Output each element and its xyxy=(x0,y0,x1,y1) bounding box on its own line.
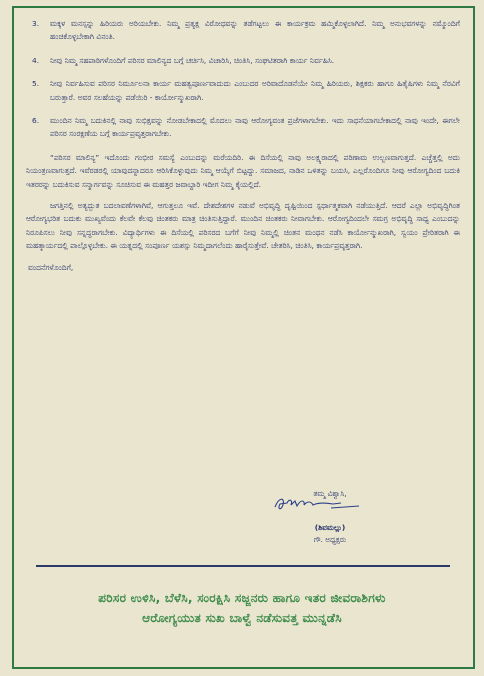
letter-body xyxy=(26,17,466,274)
item-text: ಮಕ್ಕಳ ಮನಸ್ಸನ್ನು ಹಿರಿಯರು ಅರಿಯಬೇಕು. ನಿಮ್ಮ ಪ್ರತ್ಯಕ್ಷ ವಿರೋಧವನ್ನು ತಡೆಗಟ್ಟಲು ಈ ಕಾರ್ಯಕ್ರಮ ಹಮ್ಮಿಕೊಳ್ಳಲಾಗಿದೆ. ನಿಮ್ಮ ಅನುಭವಗಳನ್ನು ನಮ್ಮೊಂದಿಗೆ ಹಂಚಿಕೊಳ್ಳಬೇಕಾಗಿ ವಿನಂತಿ. xyxy=(50,19,460,42)
item-number: 3. xyxy=(32,19,40,28)
body-paragraph: “ಪರಿಸರ ಮಾಲಿನ್ಯ” ಇದೊಂದು ಗಂಭೀರ ಸಮಸ್ಯೆ ಎಂಬುದನ್ನು ಮರೆಯದಿರಿ. ಈ ದಿಸೆಯಲ್ಲಿ ನಾವು ಅಲಕ್ಷ್ಯರಾದಲ್ಲಿ ಪರಿಣಾಮ ಉಲ್ಬಣವಾಗುತ್ತದೆ. ಎಚ್ಚೆತ್ತಲ್ಲಿ ಅದು ನಿಯಂತ್ರಣವಾಗುತ್ತದೆ. ಇವೆರಡರಲ್ಲಿ ಯಾವುದನ್ನಾದರೂ ಆರಿಸಿಕೊಳ್ಳುವುದು ನಿಮ್ಮ ಆಯ್ಕೆಗೆ ಬಿಟ್ಟದ್ದು. ಸಮಾಜದ, ನಾಡಿನ ಒಳಿತನ್ನು ಬಯಸಿ, ಎಲ್ಲರೊಂದಿಗೂ ನೀವು ಆರೋಗ್ಯದಿಂದ ಬದುಕಿ ಇತರರನ್ನು ಬದುಕಿಸುವ ಸನ್ಮಾರ್ಗವನ್ನು ಸೂಚಿಸುವ ಈ ಮಹತ್ತರ ಜವಾಬ್ದಾರಿ ಇದೀಗ ನಿಮ್ಮ ಕೈಯಲ್ಲಿದೆ. xyxy=(26,152,460,189)
body-paragraph: ಜಗತ್ತಿನಲ್ಲಿ ಅತ್ಯದ್ಭುತ ಬದಲಾವಣೆಗಳಾಗಿವೆ, ಆಗುತ್ತಲೂ ಇವೆ. ದೇಶದೇಶಗಳ ನಡುವೆ ಅಭಿವೃದ್ಧಿ ದೃಷ್ಟಿಯಿಂದ ಸ್ಪರ್ಧಾತ್ಮಕವಾಗಿ ನಡೆಯುತ್ತಿದೆ. ಆದರೆ ಎಲ್ಲಾ ಅಭಿವೃದ್ಧಿಗಿಂತ ಆರೋಗ್ಯಭರಿತ ಬದುಕು ಮುಖ್ಯವೆಂದು ಕೆಲವೇ ಕೆಲವು ಚಿಂತಕರು ಮಾತ್ರ ಚಿಂತಿಸುತ್ತಿದ್ದಾರೆ. ಮುಂದಿನ ಚಿಂತಕರು ನೀವಾಗಬೇಕು. ಆರೋಗ್ಯದಿಂದಲೇ ಸಮಗ್ರ ಅಭಿವೃದ್ಧಿ ಸಾಧ್ಯ ಎಂಬುದನ್ನು ನಿರೂಪಿಸಲು ನೀವು ಸನ್ನದ್ಧರಾಗಬೇಕು. ವಿದ್ಯಾರ್ಥಿಗಳು ಈ ದಿಸೆಯಲ್ಲಿ ಪರಿಸರದ ಬಗೆಗೆ ನೀವು ನಿಮ್ಮಲ್ಲಿ ಚಿಂತನ ಮಂಥನ ನಡೆಸಿ ಕಾರ್ಯೋನ್ಮುಖರಾಗಿ, ಸ್ವಯಂ ಪ್ರೇರಿತರಾಗಿ ಈ ಮಹತ್ಕಾರ್ಯದಲ್ಲಿ ಪಾಲ್ಗೊಳ್ಳಬೇಕು. ಈ ಯತ್ನದಲ್ಲಿ ಸಂಪೂರ್ಣ ಯಶಸ್ಸು ನಿಮ್ಮದಾಗಲೆಂದು ಹಾರೈಸುತ್ತೇವೆ. ಚೇತರಿಸಿ, ಚಿಂತಿಸಿ, ಕಾರ್ಯಪ್ರವೃತ್ತರಾಗಿ. xyxy=(26,201,460,251)
item-text: ಮುಂದಿನ ನಿಮ್ಮ ಬದುಕಿನಲ್ಲಿ ನಾವು ಸುಭಿಕ್ಷವನ್ನು ನೋಡಬೇಕಾದಲ್ಲಿ ಮೊದಲು ನಾವು ಆರೋಗ್ಯವಂತ ಪ್ರಜೆಗಳಾಗಬೇಕು. ಇದು ಸಾಧನೆಯಾಗಬೇಕಾದಲ್ಲಿ ನಾವು ಇಂದೇ, ಈಗಲೇ ಪರಿಸರ ಸಂರಕ್ಷಣೆಯ ಬಗ್ಗೆ ಕಾರ್ಯಪ್ರವೃತ್ತರಾಗಬೇಕು. xyxy=(50,116,460,139)
list-item xyxy=(26,77,466,104)
item-text: ನೀವು ನಿರ್ವಹಿಸುವ ಪರಿಸರ ನಿರ್ಮೂಲನಾ ಕಾರ್ಯ ಮಹತ್ವಪೂರ್ಣವಾದುದು ಎಂಬುದರ ಅರಿವಾದೊಡನೆಯೇ ನಿಮ್ಮ ಹಿರಿಯರು, ಶಿಕ್ಷಕರು ಹಾಗೂ ಹಿತೈಷಿಗಳು ನಿಮ್ಮ ನೆರವಿಗೆ ಬರುತ್ತಾರೆ. ಅವರ ಸಲಹೆಯನ್ನು ಪಡೆಯಿರಿ - ಕಾರ್ಯೋನ್ಮುಖರಾಗಿ. xyxy=(50,79,460,102)
item-number: 5. xyxy=(32,79,40,89)
list-item xyxy=(26,54,466,67)
item-number: 4. xyxy=(32,55,40,65)
signatory-name: (ಶಿವಮಲ್ಲು) xyxy=(314,523,346,532)
item-number: 6. xyxy=(32,116,40,126)
list-item xyxy=(26,114,466,141)
footer-slogan xyxy=(22,588,462,628)
yours-faithfully: ತಮ್ಮ ವಿಶ್ವಾಸಿ, xyxy=(313,489,347,498)
signatory-title: ಗೌ. ಅಧ್ಯಕ್ಷರು xyxy=(313,535,347,544)
list-item xyxy=(26,17,466,44)
slogan-line: ಆರೋಗ್ಯಯುತ ಸುಖ ಬಾಳ್ವೆ ನಡೆಸುವತ್ತ ಮುನ್ನಡೆಸಿ xyxy=(142,611,342,625)
item-text: ನೀವು ನಿಮ್ಮ ಸಹಪಾಠಿಗಳೊಂದಿಗೆ ಪರಿಸರ ಮಾಲಿನ್ಯದ ಬಗ್ಗೆ ಚರ್ಚಿಸಿ, ವಿಚಾರಿಸಿ, ಚಿಂತಿಸಿ, ಸಂಘಟಿತರಾಗಿ ಕಾರ್ಯ ನಿರ್ವಹಿಸಿ. xyxy=(50,55,335,65)
slogan-line: ಪರಿಸರ ಉಳಿಸಿ, ಬೆಳೆಸಿ, ಸಂರಕ್ಷಿಸಿ ಸಜ್ಜನರು ಹಾಗೂ ಇತರ ಜೀವರಾಶಿಗಳು xyxy=(98,591,386,605)
footer-divider xyxy=(36,565,450,567)
handwritten-signature xyxy=(271,493,367,515)
closing-salutation: ವಂದನೆಗಳೊಂದಿಗೆ, xyxy=(28,262,74,272)
